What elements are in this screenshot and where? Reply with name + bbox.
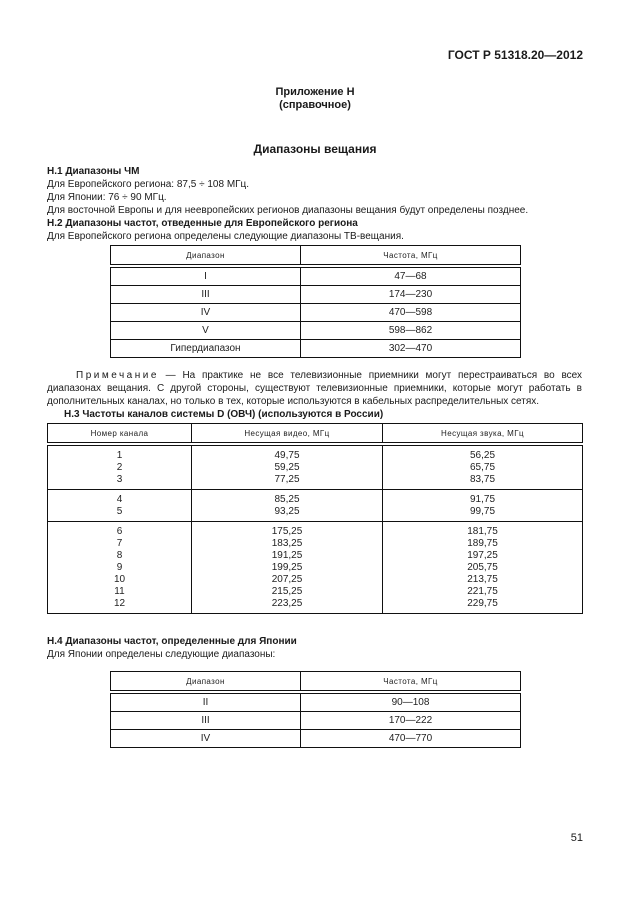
table-row (111, 286, 521, 304)
paragraph-line: Для восточной Европы и для неевропейских регионов диапазоны вещания будут определены позднее. (47, 205, 529, 216)
section-heading: Н.4 Диапазоны частот, определенные для Японии (47, 636, 297, 647)
annex-title: Приложение Н (275, 86, 355, 98)
band-cell: II (111, 692, 301, 712)
video-carrier-cell: 85,25 93,25 (192, 490, 383, 522)
frequency-cell: 598—862 (301, 322, 521, 340)
band-cell: III (111, 712, 301, 730)
audio-carrier-cell: 91,75 99,75 (383, 490, 583, 522)
column-header: Номер канала (48, 424, 192, 445)
frequency-cell: 470—770 (301, 730, 521, 748)
band-cell: Гипердиапазон (111, 340, 301, 358)
frequency-cell: 170—222 (301, 712, 521, 730)
japan-bands-table (110, 671, 521, 748)
paragraph-line: Для Европейского региона: 87,5 ÷ 108 МГц. (47, 179, 250, 190)
table-row (111, 322, 521, 340)
table-row (111, 304, 521, 322)
video-carrier-cell: 49,75 59,25 77,25 (192, 444, 383, 490)
table-row (111, 340, 521, 358)
video-carrier-cell: 175,25 183,25 191,25 199,25 207,25 215,25 223,25 (192, 522, 383, 614)
column-header: Диапазон (111, 672, 301, 693)
column-header: Частота, МГц (301, 246, 521, 267)
document-id: ГОСТ Р 51318.20—2012 (447, 48, 583, 62)
table-row-group (48, 522, 583, 614)
channel-cell: 6 7 8 9 10 11 12 (48, 522, 192, 614)
audio-carrier-cell: 56,25 65,75 83,75 (383, 444, 583, 490)
section-heading: Н.1 Диапазоны ЧМ (47, 166, 140, 177)
table-row (111, 266, 521, 286)
band-cell: IV (111, 730, 301, 748)
section-h4 (47, 635, 582, 661)
section-h1 (47, 165, 582, 243)
table-header-row (111, 246, 521, 267)
frequency-cell: 47—68 (301, 266, 521, 286)
europe-bands-table (110, 245, 521, 358)
section-heading: Н.3 Частоты каналов системы D (ОВЧ) (используются в России) (64, 409, 384, 420)
band-cell: IV (111, 304, 301, 322)
page-title: Диапазоны вещания (253, 142, 377, 156)
table-header-row (48, 424, 583, 445)
paragraph-line: Для Японии: 76 ÷ 90 МГц. (47, 192, 167, 203)
section-heading: Н.2 Диапазоны частот, отведенные для Европейского региона (47, 218, 358, 229)
frequency-cell: 174—230 (301, 286, 521, 304)
frequency-cell: 470—598 (301, 304, 521, 322)
table-row (111, 730, 521, 748)
channel-cell: 1 2 3 (48, 444, 192, 490)
annex-subtitle: (справочное) (279, 99, 351, 111)
band-cell: I (111, 266, 301, 286)
table-header-row (111, 672, 521, 693)
channel-cell: 4 5 (48, 490, 192, 522)
column-header: Несущая видео, МГц (192, 424, 383, 445)
note-label: Примечание (76, 370, 159, 381)
paragraph-line: Для Японии определены следующие диапазоны: (47, 649, 276, 660)
note-text: — На практике не все телевизионные приемники могут перестраиваться во всех диапазонах вещания. С другой стороны, существуют телевизионные приемники, которые могут работать в дополнительных каналах, но только в тех, которые используются в кабельных распределительных сетях. (47, 370, 582, 407)
band-cell: V (111, 322, 301, 340)
band-cell: III (111, 286, 301, 304)
column-header: Частота, МГц (301, 672, 521, 693)
table-row (111, 712, 521, 730)
note-paragraph (47, 369, 582, 408)
audio-carrier-cell: 181,75 189,75 197,25 205,75 213,75 221,75 229,75 (383, 522, 583, 614)
table-row (111, 692, 521, 712)
paragraph-line: Для Европейского региона определены следующие диапазоны ТВ-вещания. (47, 231, 404, 242)
column-header: Несущая звука, МГц (383, 424, 583, 445)
page-number: 51 (570, 832, 583, 844)
frequency-cell: 302—470 (301, 340, 521, 358)
frequency-cell: 90—108 (301, 692, 521, 712)
table-row-group (48, 490, 583, 522)
table-row-group (48, 444, 583, 490)
channel-frequencies-table (47, 423, 583, 614)
column-header: Диапазон (111, 246, 301, 267)
